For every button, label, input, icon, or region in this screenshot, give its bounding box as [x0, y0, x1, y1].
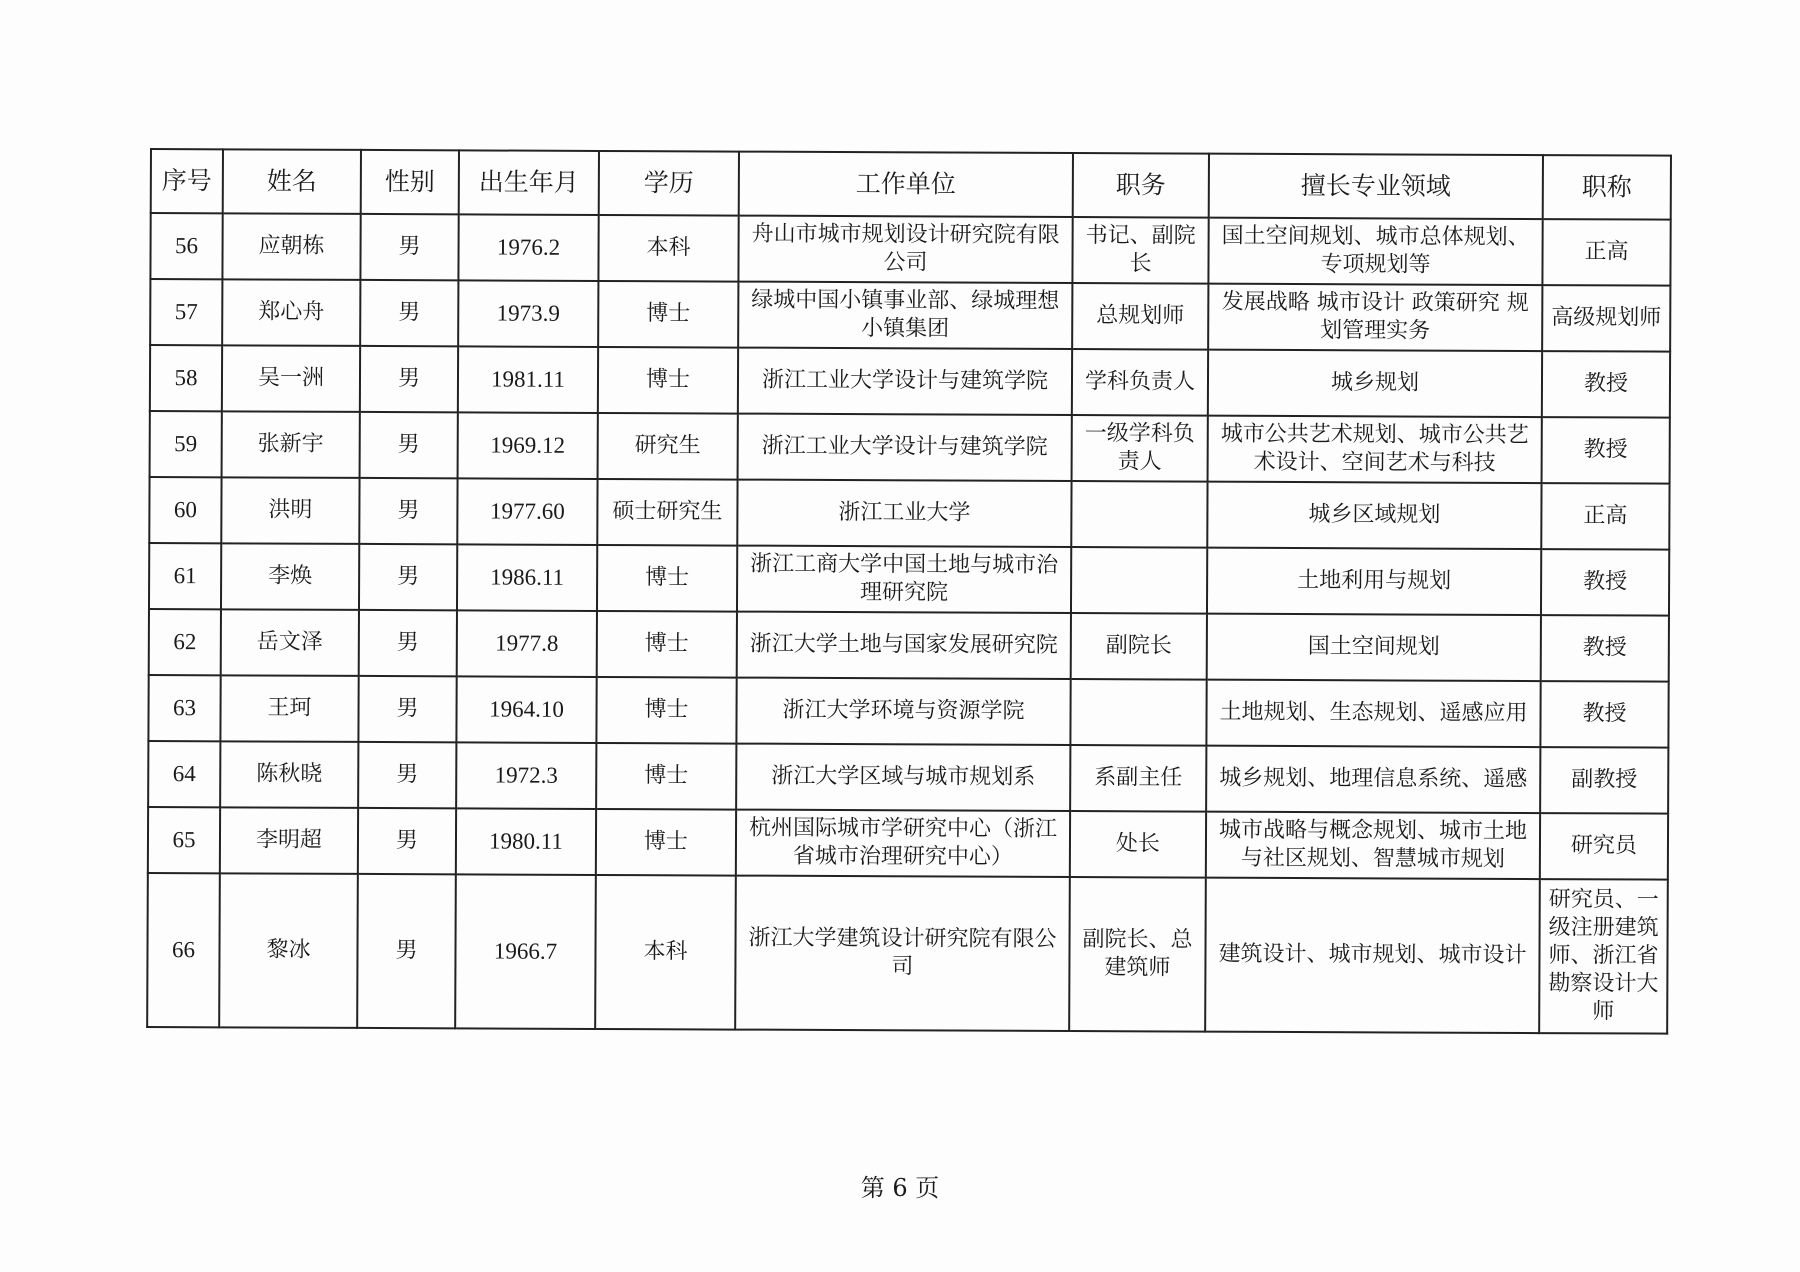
cell-name: 洪明 [221, 477, 359, 544]
cell-birth: 1976.2 [458, 214, 598, 281]
cell-birth: 1977.8 [457, 610, 597, 677]
cell-position: 处长 [1070, 811, 1206, 878]
cell-expertise: 土地规划、生态规划、遥感应用 [1206, 680, 1540, 747]
cell-education: 博士 [597, 545, 737, 612]
cell-index: 56 [150, 213, 222, 279]
cell-index: 66 [147, 873, 220, 1027]
cell-expertise: 城乡规划 [1208, 350, 1542, 417]
table-row [150, 345, 1670, 418]
cell-work-unit: 浙江大学建筑设计研究院有限公司 [735, 876, 1070, 1031]
cell-name: 李焕 [221, 543, 359, 610]
cell-title: 教授 [1541, 549, 1669, 616]
table-row [149, 543, 1669, 616]
cell-name: 张新宇 [222, 411, 360, 478]
header-index: 序号 [151, 149, 223, 213]
cell-gender: 男 [360, 214, 458, 280]
cell-position [1071, 547, 1207, 614]
cell-title: 教授 [1542, 417, 1670, 484]
header-title: 职称 [1543, 155, 1671, 220]
cell-position: 总规划师 [1072, 283, 1208, 350]
cell-title: 高级规划师 [1542, 285, 1670, 352]
cell-birth: 1981.11 [458, 346, 598, 413]
header-birth: 出生年月 [459, 150, 599, 215]
cell-work-unit: 浙江大学环境与资源学院 [736, 678, 1070, 745]
cell-expertise: 城乡区域规划 [1207, 482, 1541, 549]
cell-title: 研究员 [1540, 813, 1668, 880]
cell-expertise: 土地利用与规划 [1207, 548, 1541, 615]
cell-title: 教授 [1540, 681, 1668, 748]
cell-education: 研究生 [598, 413, 738, 480]
cell-title: 正高 [1541, 483, 1669, 550]
cell-gender: 男 [360, 280, 458, 346]
table-header-row [151, 149, 1671, 220]
cell-position: 副院长、总建筑师 [1069, 877, 1206, 1032]
cell-education: 硕士研究生 [597, 479, 737, 546]
cell-gender: 男 [359, 478, 457, 544]
cell-expertise: 城市公共艺术规划、城市公共艺术设计、空间艺术与科技 [1208, 416, 1542, 483]
cell-gender: 男 [358, 742, 456, 808]
cell-name: 陈秋晓 [220, 741, 358, 808]
header-work-unit: 工作单位 [739, 152, 1073, 217]
table-row [147, 873, 1668, 1034]
header-name: 姓名 [223, 149, 361, 214]
cell-index: 64 [148, 741, 220, 807]
header-expertise: 擅长专业领域 [1209, 154, 1543, 219]
cell-gender: 男 [360, 412, 458, 478]
cell-index: 61 [149, 543, 221, 609]
cell-birth: 1986.11 [457, 544, 597, 611]
expert-roster-table [146, 148, 1672, 1035]
cell-education: 博士 [598, 281, 738, 348]
cell-work-unit: 浙江工业大学 [737, 480, 1071, 547]
header-education: 学历 [599, 151, 739, 216]
cell-name: 郑心舟 [222, 279, 360, 346]
cell-birth: 1973.9 [458, 280, 598, 347]
cell-title: 教授 [1541, 615, 1669, 682]
cell-position [1071, 481, 1207, 548]
cell-position: 学科负责人 [1072, 349, 1208, 416]
cell-expertise: 建筑设计、城市规划、城市设计 [1205, 878, 1540, 1033]
page-number: 第 6 页 [860, 1174, 940, 1202]
header-position: 职务 [1073, 153, 1209, 218]
cell-expertise: 国土空间规划、城市总体规划、专项规划等 [1208, 218, 1542, 285]
table-row [148, 675, 1668, 748]
cell-education: 本科 [598, 215, 738, 282]
cell-birth: 1969.12 [458, 412, 598, 479]
cell-gender: 男 [358, 676, 456, 742]
cell-work-unit: 舟山市城市规划设计研究院有限公司 [738, 216, 1072, 283]
cell-name: 李明超 [220, 807, 358, 874]
cell-index: 63 [148, 675, 220, 741]
cell-gender: 男 [359, 610, 457, 676]
cell-gender: 男 [360, 346, 458, 412]
cell-gender: 男 [357, 874, 456, 1028]
cell-education: 博士 [598, 347, 738, 414]
cell-index: 57 [150, 279, 222, 345]
cell-position: 副院长 [1071, 613, 1207, 680]
cell-birth: 1980.11 [456, 808, 596, 875]
table-row [150, 411, 1670, 484]
table-row [148, 741, 1668, 814]
cell-education: 博士 [596, 743, 736, 810]
cell-index: 60 [149, 477, 221, 543]
cell-name: 吴一洲 [222, 345, 360, 412]
cell-position [1070, 679, 1206, 746]
cell-index: 62 [149, 609, 221, 675]
cell-birth: 1964.10 [456, 676, 596, 743]
cell-gender: 男 [359, 544, 457, 610]
cell-name: 王珂 [220, 675, 358, 742]
table-row [149, 609, 1669, 682]
header-gender: 性别 [361, 150, 459, 214]
cell-name: 应朝栋 [222, 213, 360, 280]
cell-index: 65 [148, 807, 220, 873]
table-row [149, 477, 1669, 550]
cell-work-unit: 杭州国际城市学研究中心（浙江省城市治理研究中心） [736, 810, 1070, 877]
table-row [150, 279, 1670, 352]
cell-education: 博士 [596, 677, 736, 744]
cell-work-unit: 浙江工业大学设计与建筑学院 [738, 348, 1072, 415]
cell-education: 博士 [596, 809, 736, 876]
cell-position: 书记、副院长 [1072, 217, 1208, 284]
cell-birth: 1966.7 [455, 874, 596, 1029]
cell-work-unit: 绿城中国小镇事业部、绿城理想小镇集团 [738, 282, 1072, 349]
cell-title: 研究员、一级注册建筑师、浙江省勘察设计大师 [1539, 879, 1668, 1034]
cell-expertise: 发展战略 城市设计 政策研究 规划管理实务 [1208, 284, 1542, 351]
cell-index: 58 [150, 345, 222, 411]
cell-position: 系副主任 [1070, 745, 1206, 812]
cell-name: 黎冰 [219, 873, 358, 1028]
table-row [150, 213, 1670, 286]
cell-education: 博士 [597, 611, 737, 678]
cell-work-unit: 浙江工业大学设计与建筑学院 [738, 414, 1072, 481]
cell-work-unit: 浙江工商大学中国土地与城市治理研究院 [737, 546, 1071, 613]
cell-title: 正高 [1542, 219, 1670, 286]
cell-name: 岳文泽 [221, 609, 359, 676]
cell-title: 副教授 [1540, 747, 1668, 814]
cell-work-unit: 浙江大学区域与城市规划系 [736, 744, 1070, 811]
cell-position: 一级学科负责人 [1072, 415, 1208, 482]
cell-gender: 男 [358, 808, 456, 874]
cell-expertise: 城市战略与概念规划、城市土地与社区规划、智慧城市规划 [1206, 812, 1540, 879]
cell-birth: 1972.3 [456, 742, 596, 809]
cell-expertise: 城乡规划、地理信息系统、遥感 [1206, 746, 1540, 813]
cell-birth: 1977.60 [457, 478, 597, 545]
cell-education: 本科 [595, 875, 736, 1030]
table-row [148, 807, 1668, 880]
cell-expertise: 国土空间规划 [1207, 614, 1541, 681]
cell-work-unit: 浙江大学土地与国家发展研究院 [737, 612, 1071, 679]
cell-index: 59 [150, 411, 222, 477]
cell-title: 教授 [1542, 351, 1670, 418]
